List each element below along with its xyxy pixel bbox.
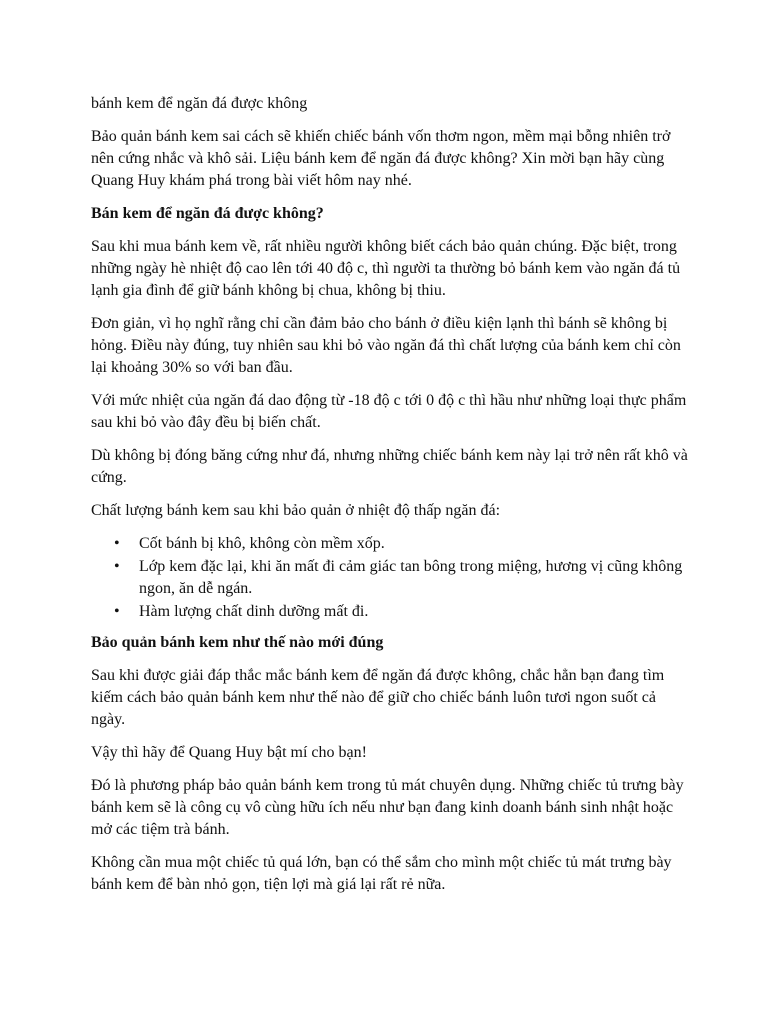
paragraph-quality-intro: Chất lượng bánh kem sau khi bảo quản ở nhiệt độ thấp ngăn đá:	[91, 502, 501, 519]
document-page	[91, 93, 691, 907]
bullet-icon: •	[114, 603, 120, 620]
list-item	[114, 533, 691, 555]
document-title: bánh kem để ngăn đá được không	[91, 95, 308, 112]
paragraph-display-fridge: Đó là phương pháp bảo quản bánh kem trong tủ mát chuyên dụng. Những chiếc tủ trưng bày bánh kem sẽ là công cụ vô cùng hữu ích nếu như bạn đang kinh doanh bánh sinh nhật hoặc mở các tiệm trà bánh.	[91, 777, 684, 838]
list-item-text: Cốt bánh bị khô, không còn mềm xốp.	[139, 535, 385, 552]
paragraph-storage-habits: Sau khi mua bánh kem về, rất nhiều người không biết cách bảo quản chúng. Đặc biệt, trong những ngày hè nhiệt độ cao lên tới 40 độ c, thì người ta thường bỏ bánh kem vào ngăn đá tủ lạnh gia đình để giữ bánh không bị chua, không bị thiu.	[91, 238, 681, 299]
list-item	[114, 601, 691, 623]
section-heading-freezer: Bán kem để ngăn đá được không?	[91, 205, 324, 222]
paragraph-small-fridge: Không cần mua một chiếc tủ quá lớn, bạn có thể sắm cho mình một chiếc tủ mát trưng bày bánh kem để bàn nhỏ gọn, tiện lợi mà giá lại rất rẻ nữa.	[91, 854, 672, 893]
quality-bullet-list	[91, 533, 691, 623]
list-item-text: Hàm lượng chất dinh dưỡng mất đi.	[139, 603, 369, 620]
paragraph-searching-method: Sau khi được giải đáp thắc mắc bánh kem để ngăn đá được không, chắc hẳn bạn đang tìm kiếm cách bảo quản bánh kem như thế nào để giữ cho chiếc bánh luôn tươi ngon suốt cả ngày.	[91, 667, 665, 728]
paragraph-cold-reasoning: Đơn giản, vì họ nghĩ rằng chỉ cần đảm bảo cho bánh ở điều kiện lạnh thì bánh sẽ không bị hỏng. Điều này đúng, tuy nhiên sau khi bỏ vào ngăn đá thì chất lượng của bánh kem chỉ còn lại khoảng 30% so với ban đầu.	[91, 315, 681, 376]
list-item	[114, 556, 691, 600]
intro-paragraph: Bảo quản bánh kem sai cách sẽ khiến chiếc bánh vốn thơm ngon, mềm mại bỗng nhiên trở nên cứng nhắc và khô sải. Liệu bánh kem để ngăn đá được không? Xin mời bạn hãy cùng Quang Huy khám phá trong bài viết hôm nay nhé.	[91, 128, 671, 189]
section-heading-proper-storage: Bảo quản bánh kem như thế nào mới đúng	[91, 634, 384, 651]
list-item-text: Lớp kem đặc lại, khi ăn mất đi cảm giác tan bông trong miệng, hương vị cũng không ngon, ăn dễ ngán.	[139, 558, 683, 597]
bullet-icon: •	[114, 535, 120, 552]
bullet-icon: •	[114, 558, 120, 575]
paragraph-freezer-temperature: Với mức nhiệt của ngăn đá dao động từ -18 độ c tới 0 độ c thì hầu như những loại thực phẩm sau khi bỏ vào đây đều bị biến chất.	[91, 392, 687, 431]
paragraph-dry-hard: Dù không bị đóng băng cứng như đá, nhưng những chiếc bánh kem này lại trở nên rất khô và cứng.	[91, 447, 688, 486]
paragraph-reveal: Vậy thì hãy để Quang Huy bật mí cho bạn!	[91, 744, 367, 761]
